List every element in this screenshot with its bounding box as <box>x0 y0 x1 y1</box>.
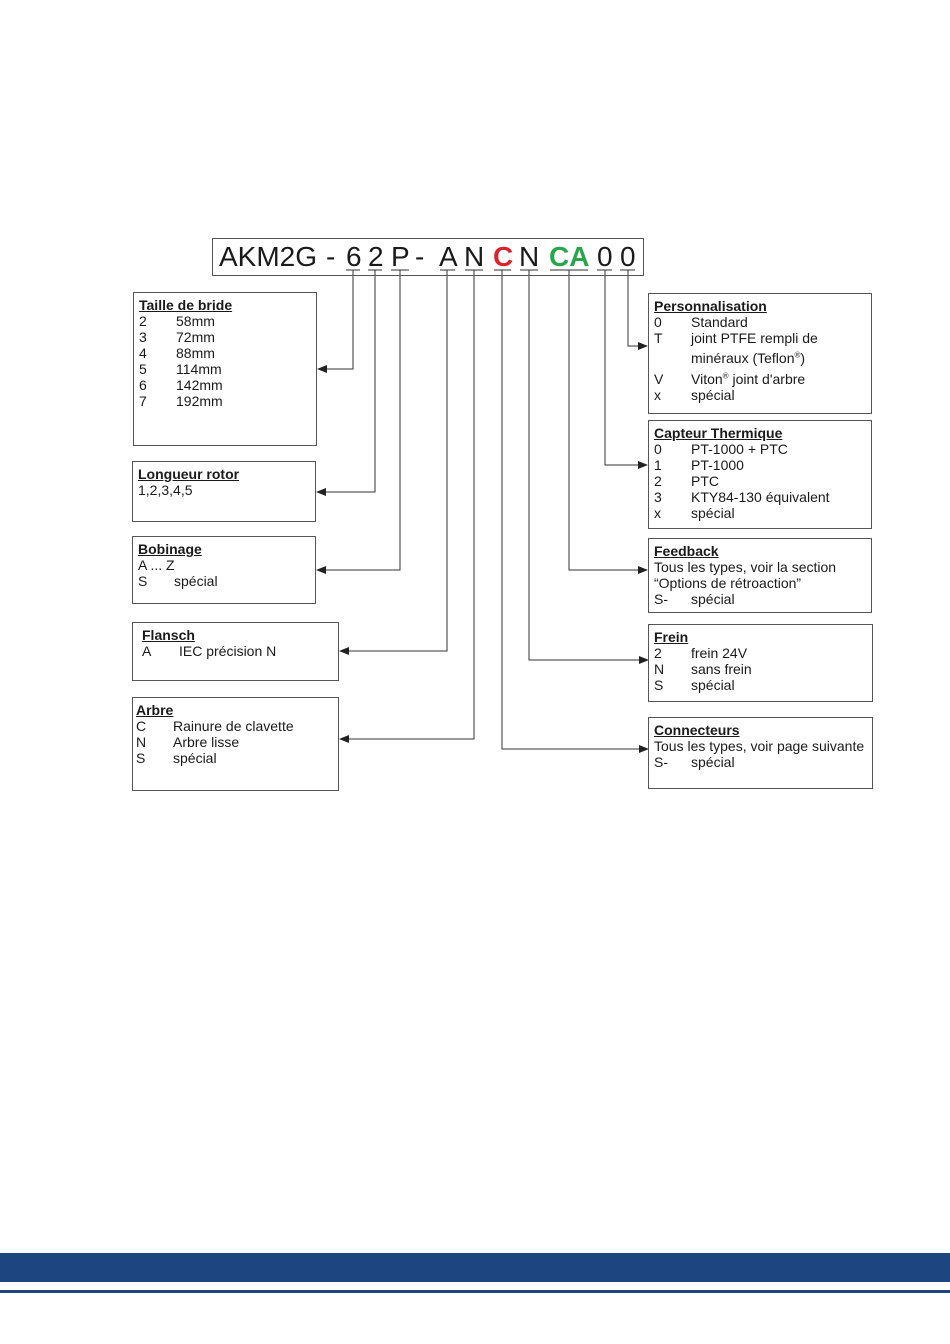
option-value: Standard <box>691 314 748 330</box>
box-feedback <box>648 538 872 613</box>
option-key: 0 <box>654 441 662 457</box>
box-longueur-rotor <box>132 461 316 522</box>
code-rotor-length: 2 <box>368 241 384 272</box>
code-dash-2: - <box>415 241 425 272</box>
box-bobinage <box>132 536 316 604</box>
box-title: Frein <box>654 629 689 645</box>
code-thermal-sensor: 0 <box>597 241 613 272</box>
option-key: x <box>654 505 661 521</box>
code-series: AKM2G <box>219 241 318 272</box>
code-feedback: CA <box>549 241 590 272</box>
option-value: 88mm <box>176 345 215 361</box>
box-title: Longueur rotor <box>138 466 240 482</box>
option-key: S <box>136 750 146 766</box>
option-text: “Options de rétroaction” <box>654 575 802 591</box>
option-text: Tous les types, voir page suivante <box>654 738 865 754</box>
option-value: PT-1000 + PTC <box>691 441 788 457</box>
option-key: C <box>136 718 147 734</box>
option-key: N <box>654 661 665 677</box>
code-customization: 0 <box>620 241 636 272</box>
box-arbre <box>132 697 339 791</box>
option-key: 4 <box>139 345 147 361</box>
option-value: 142mm <box>176 377 223 393</box>
option-value: spécial <box>691 591 735 607</box>
option-key: S- <box>654 591 668 607</box>
option-key: 6 <box>139 377 147 393</box>
option-value: Arbre lisse <box>173 734 240 750</box>
option-key: 2 <box>654 645 662 661</box>
option-value: spécial <box>691 387 735 403</box>
code-flange: A <box>439 241 458 272</box>
code-brake: N <box>519 241 540 272</box>
leader-flansch <box>340 270 447 651</box>
box-title: Flansch <box>142 627 195 643</box>
option-value: minéraux (Teflon®) <box>691 350 806 366</box>
code-dash-1: - <box>326 241 336 272</box>
leader-capteur <box>605 270 647 465</box>
footer-bar <box>0 1253 950 1282</box>
option-value: 192mm <box>176 393 223 409</box>
option-key: 5 <box>139 361 147 377</box>
option-key: 0 <box>654 314 662 330</box>
option-value: 58mm <box>176 313 215 329</box>
code-connectors: C <box>493 241 514 272</box>
option-key: 2 <box>139 313 147 329</box>
box-title: Connecteurs <box>654 722 740 738</box>
option-value: KTY84-130 équivalent <box>691 489 830 505</box>
box-title: Capteur Thermique <box>654 425 783 441</box>
code-shaft: N <box>464 241 485 272</box>
option-key: x <box>654 387 661 403</box>
leader-perso <box>628 270 647 346</box>
box-flansch <box>132 622 339 681</box>
option-key: 3 <box>139 329 147 345</box>
box-title: Taille de bride <box>139 297 233 313</box>
leader-connecteurs <box>502 270 648 749</box>
option-value: sans frein <box>691 661 752 677</box>
option-value: spécial <box>691 677 735 693</box>
option-value: PTC <box>691 473 719 489</box>
option-key: S- <box>654 754 668 770</box>
leader-longueur <box>317 270 375 492</box>
option-value: frein 24V <box>691 645 748 661</box>
option-value: Rainure de clavette <box>173 718 294 734</box>
code-winding: P <box>391 241 410 272</box>
option-key: S <box>138 573 148 589</box>
option-key: 1 <box>654 457 662 473</box>
option-key: N <box>136 734 147 750</box>
option-value: spécial <box>174 573 218 589</box>
code-flange-size: 6 <box>346 241 362 272</box>
box-title: Arbre <box>136 702 174 718</box>
option-key: A <box>142 643 152 659</box>
model-code <box>212 238 644 276</box>
footer-rule <box>0 1290 950 1293</box>
option-text: 1,2,3,4,5 <box>138 482 193 498</box>
box-personnalisation <box>648 293 872 414</box>
option-value: 72mm <box>176 329 215 345</box>
option-value: joint PTFE rempli de <box>691 330 818 346</box>
leader-taille <box>318 270 353 369</box>
box-capteur-thermique <box>648 420 872 529</box>
leader-bobinage <box>317 270 400 570</box>
option-value: Viton® joint d'arbre <box>691 371 806 387</box>
option-key: 7 <box>139 393 147 409</box>
option-key: V <box>654 371 664 387</box>
box-taille-de-bride <box>133 292 317 446</box>
option-text: Tous les types, voir la section <box>654 559 837 575</box>
box-connecteurs <box>648 717 873 789</box>
option-value: spécial <box>691 754 735 770</box>
option-value: spécial <box>173 750 217 766</box>
option-value: 114mm <box>176 361 222 377</box>
option-key: 2 <box>654 473 662 489</box>
option-key: 3 <box>654 489 662 505</box>
option-value: PT-1000 <box>691 457 744 473</box>
option-text: A ... Z <box>138 557 175 573</box>
option-value: IEC précision N <box>179 643 277 659</box>
option-key: T <box>654 330 663 346</box>
leader-feedback <box>569 270 647 570</box>
box-frein <box>648 624 873 702</box>
option-value: spécial <box>691 505 735 521</box>
box-title: Feedback <box>654 543 719 559</box>
leader-arbre <box>340 270 474 739</box>
option-key: S <box>654 677 664 693</box>
box-title: Personnalisation <box>654 298 767 314</box>
box-title: Bobinage <box>138 541 202 557</box>
